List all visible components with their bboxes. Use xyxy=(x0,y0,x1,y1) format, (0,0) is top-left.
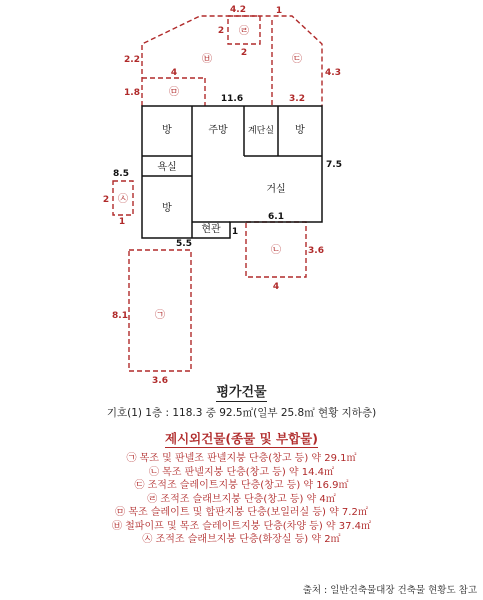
annex-g-width: 1 xyxy=(118,217,126,227)
room-living: 거실 xyxy=(266,184,286,195)
annex-d-width: 2 xyxy=(240,48,248,58)
annex-f-symbol: ㉥ xyxy=(202,54,212,65)
main-building-title-text: 평가건물 xyxy=(216,385,267,400)
main-building-title xyxy=(0,381,483,400)
dim-main-width: 11.6 xyxy=(220,94,244,104)
source-note: 출처 : 일반건축물대장 건축물 현황도 참고 xyxy=(302,585,477,596)
list-item: ㉥ 철파이프 및 목조 슬레이트지붕 단층(차양 등) 약 37.4㎡ xyxy=(111,520,372,532)
dim-bottom-left-width: 5.5 xyxy=(176,239,192,249)
annex-c-symbol: ㉢ xyxy=(292,54,302,65)
list-item: ㉤ 목조 슬레이트 및 합판지붕 단층(보일러실 등) 약 7.2㎡ xyxy=(115,507,368,518)
list-item: ㉡ 목조 판넬지붕 단층(창고 등) 약 14.4㎡ xyxy=(148,466,335,478)
room-stairs: 계단실 xyxy=(247,126,275,136)
annex-c-width: 3.2 xyxy=(289,94,305,104)
annex-e-width: 4 xyxy=(170,68,178,78)
list-item: ㉣ 조적조 슬래브지붕 단층(창고 등) 약 4㎡ xyxy=(147,493,336,505)
dim-left-height: 8.5 xyxy=(113,169,129,179)
annex-a-width: 3.6 xyxy=(152,376,168,386)
list-item: ㉢ 조적조 슬레이트지붕 단층(창고 등) 약 16.9㎡ xyxy=(134,480,349,491)
annex-c-height: 4.3 xyxy=(325,68,341,78)
annex-f-height: 2.2 xyxy=(124,55,140,65)
annex-b-height: 3.6 xyxy=(308,246,324,256)
room-kitchen: 주방 xyxy=(208,125,228,136)
annex-e-symbol: ㉤ xyxy=(169,87,179,98)
annex-g-symbol: ㉦ xyxy=(118,194,128,205)
annex-a-height: 8.1 xyxy=(112,311,128,321)
dim-bottom-right-width: 6.1 xyxy=(268,212,284,222)
extra-buildings-title-text: 제시외건물(종물 및 부합물) xyxy=(165,431,318,446)
annex-e-height: 1.8 xyxy=(124,88,140,98)
room-bedroom-bottom-left: 방 xyxy=(162,203,172,214)
main-building-description: 기호(1) 1층 : 118.3 중 92.5㎡(일부 25.8㎡ 현황 지하층) xyxy=(106,407,377,419)
annex-g-height: 2 xyxy=(102,195,110,205)
room-bedroom-top-left: 방 xyxy=(162,125,172,136)
annex-a-symbol: ㉠ xyxy=(155,310,165,321)
annex-d-top: 4.2 xyxy=(230,5,246,15)
annex-b-symbol: ㉡ xyxy=(271,245,281,256)
list-item: ㉦ 조적조 슬래브지붕 단층(화장실 등) 약 2㎡ xyxy=(142,534,341,545)
annex-d-symbol: ㉣ xyxy=(239,26,249,37)
dim-right-height: 7.5 xyxy=(326,160,342,170)
annex-c-top: 1 xyxy=(275,6,283,16)
annex-d-height: 2 xyxy=(217,26,225,36)
room-entrance: 현관 xyxy=(201,224,221,235)
room-bathroom: 욕실 xyxy=(157,162,177,173)
extra-buildings-title xyxy=(0,429,483,447)
extra-buildings-list xyxy=(0,452,483,547)
dim-entrance-step: 1 xyxy=(231,227,239,237)
annex-b-width: 4 xyxy=(272,282,280,292)
room-bedroom-top-right: 방 xyxy=(295,125,305,136)
list-item: ㉠ 목조 및 판넬조 판넬지붕 단층(창고 등) 약 29.1㎡ xyxy=(126,453,357,464)
